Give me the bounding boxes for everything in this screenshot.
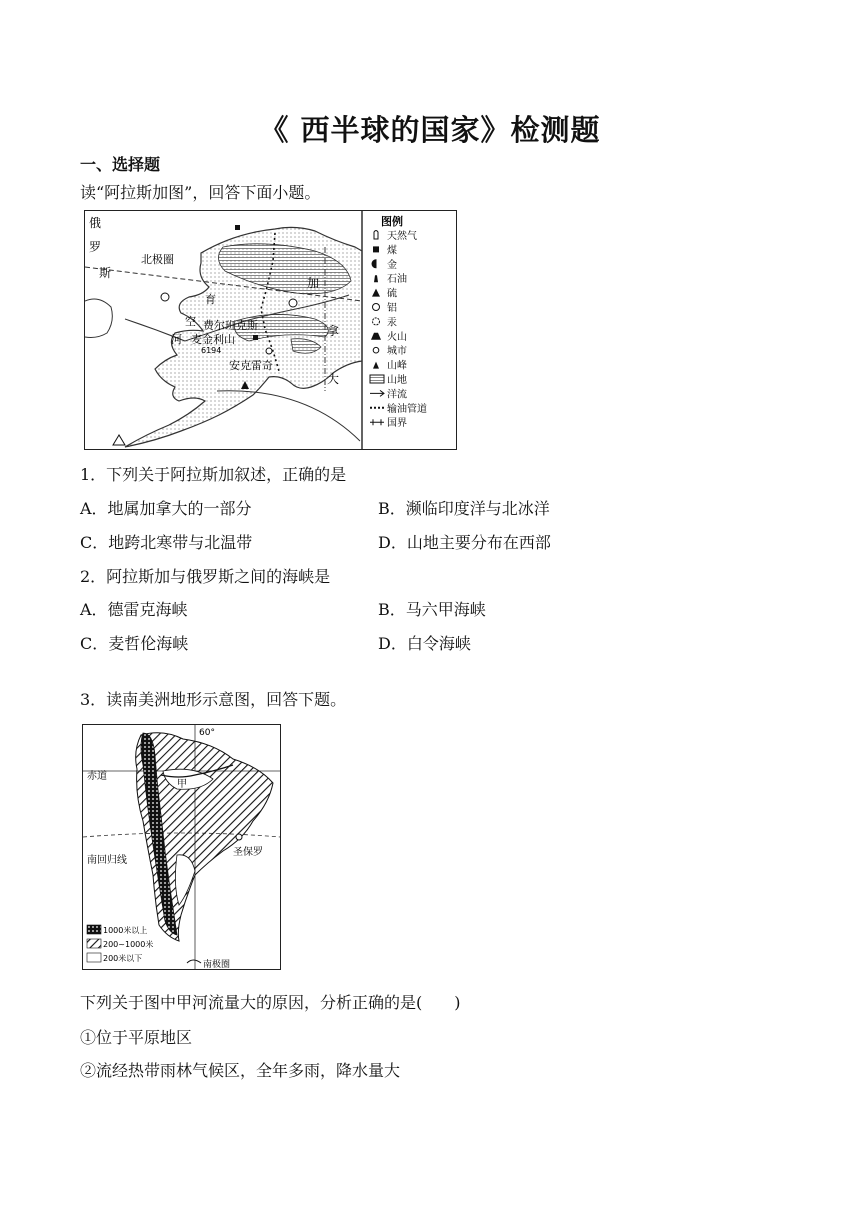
q3-question: 下列关于图中甲河流量大的原因，分析正确的是( ) [80,993,461,1012]
elevation-label: 6194 [201,346,222,355]
fairbanks-label: 费尔班克斯 [203,319,258,332]
anchorage-label: 安克雷奇 [229,359,273,372]
legend-mid: 200~1000米 [103,940,154,949]
tropic-label: 南回归线 [87,855,127,866]
oil-icon [374,275,378,282]
antarctic-circle-label: 南极圈 [203,960,231,969]
legend-label-gold: 金 [387,259,397,271]
river-label: 甲 [177,779,187,790]
yukon-label-3: 河 [171,333,182,346]
legend-high: 1000米以上 [103,926,148,935]
current-icon [370,390,384,396]
legend-label-border: 国界 [387,418,407,430]
legend-label-peak: 山峰 [387,360,407,372]
russia-label-3: 斯 [99,266,112,280]
legend-label-aluminum: 铝 [387,303,397,314]
legend-label-sulfur: 硫 [387,288,397,300]
page-title: 《 西半球的国家》检测题 [259,113,601,147]
intro-text: 读“阿拉斯加图”，回答下面小题。 [80,183,321,202]
yukon-label-2: 空 [185,315,196,328]
section-heading: 一、选择题 [80,155,161,174]
q1-option-c[interactable]: C．地跨北寒带与北温带 [80,533,253,552]
legend-label-oil: 石油 [387,274,407,286]
q3-option-2[interactable]: ②流经热带雨林气候区，全年多雨，降水量大 [80,1061,401,1080]
legend-title: 图例 [381,215,403,228]
city-icon [373,347,379,353]
q1-stem: 1．下列关于阿拉斯加叙述，正确的是 [80,465,347,484]
q1-option-b[interactable]: B．濒临印度洋与北冰洋 [378,499,550,518]
peak-icon [373,362,379,369]
equator-label: 赤道 [87,771,107,782]
legend-label-natural-gas: 天然气 [387,231,417,242]
legend-label-mercury: 汞 [387,317,397,329]
yukon-label-1: 育 [205,293,216,306]
q3-stem: 3．读南美洲地形示意图，回答下题。 [80,690,347,709]
legend-label-volcano: 火山 [387,331,407,343]
legend-label-current: 洋流 [387,389,407,401]
legend-label-coal: 煤 [387,245,397,257]
natural-gas-icon [374,231,378,240]
border-icon [370,419,384,425]
mckinley-label: 麦金利山 [191,333,235,346]
legend-low: 200米以下 [103,954,143,963]
mercury-icon [373,318,380,325]
sao-paulo-label: 圣保罗 [233,847,263,858]
russia-label-1: 俄 [89,216,102,230]
canada-label-1: 加 [307,276,320,290]
q1-option-a[interactable]: A．地属加拿大的一部分 [80,499,252,518]
q2-option-d[interactable]: D．白令海峡 [378,634,471,653]
aluminum-icon [373,304,380,311]
meridian-label: 60° [199,728,215,738]
legend-label-pipeline: 输油管道 [387,403,427,415]
volcano-icon [371,333,381,340]
q2-option-b[interactable]: B．马六甲海峡 [378,600,486,619]
q1-option-d[interactable]: D．山地主要分布在西部 [378,533,551,552]
legend-label-city: 城市 [387,346,407,358]
mountain-area-icon [370,375,384,383]
q2-option-a[interactable]: A．德雷克海峡 [80,600,188,619]
coal-icon [373,246,379,252]
russia-label-2: 罗 [89,240,102,254]
canada-label-3: 大 [327,372,340,386]
alaska-map [84,210,457,450]
legend-label-mountain-area: 山地 [387,375,407,386]
q2-stem: 2．阿拉斯加与俄罗斯之间的海峡是 [80,567,331,586]
q2-option-c[interactable]: C．麦哲伦海峡 [80,634,189,653]
q3-option-1[interactable]: ①位于平原地区 [80,1028,193,1047]
canada-label-2: 拿 [327,324,340,338]
sulfur-icon [372,289,380,297]
south-america-map [82,724,281,970]
arctic-circle-label: 北极圈 [141,253,174,266]
gold-icon [372,260,376,268]
